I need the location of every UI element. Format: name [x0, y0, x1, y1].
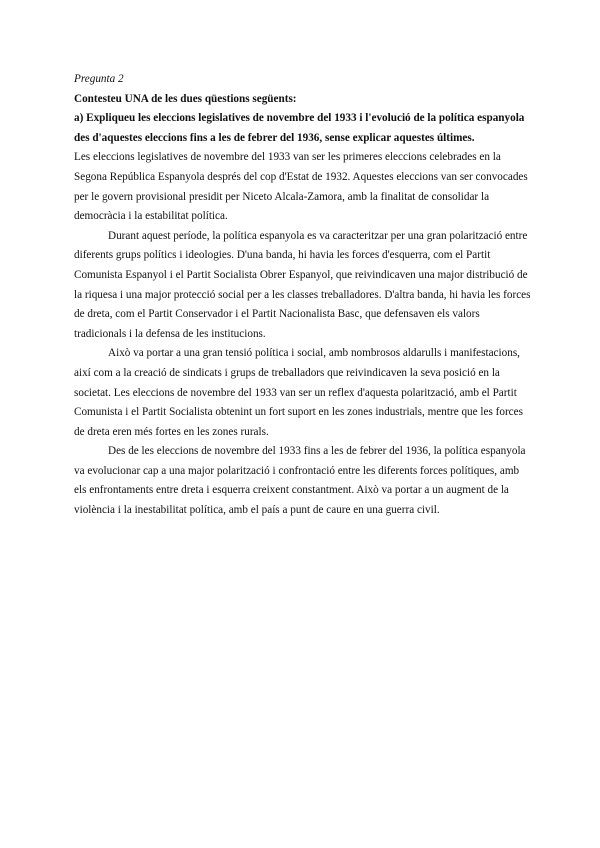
paragraph-line: els enfrontaments entre dreta i esquerra creixent constantment. Això va portar a un augment de la	[74, 484, 509, 497]
paragraph-line: Això va portar a una gran tensió política i social, amb nombrosos aldarulls i manifestacions,	[108, 347, 520, 360]
paragraph-line: tradicionals i la defensa de les institucions.	[74, 327, 266, 340]
paragraph-line: per le govern provisional presidit per Niceto Alcala-Zamora, amb la finalitat de consolidar la	[74, 190, 490, 203]
statement-line: des d'aquestes eleccions fins a les de febrer del 1936, sense explicar aquestes últimes.	[74, 131, 475, 144]
paragraph-line: la riquesa i una major protecció social per a les classes treballadores. D'altra banda, hi havia les forces	[74, 288, 531, 301]
statement-line: a) Expliqueu les eleccions legislatives de novembre del 1933 i l'evolució de la política espanyola	[74, 112, 525, 125]
paragraph-line: va evolucionar cap a una major polarització i confrontació entre les diferents forces polítiques, amb	[74, 464, 520, 477]
paragraph-line: Segona República Espanyola després del cop d'Estat de 1932. Aquestes eleccions van ser convocades	[74, 170, 528, 183]
paragraph-line: diferents grups polítics i ideologies. D'una banda, hi havia les forces d'esquerra, com el Partit	[74, 249, 491, 262]
paragraph-line: violència i la inestabilitat política, amb el país a punt de caure en una guerra civil.	[74, 504, 440, 517]
paragraph-line: de dreta eren més fortes en les zones rurals.	[74, 425, 269, 438]
question-statement	[74, 109, 525, 148]
paragraph-line: Comunista i el Partit Socialista obtenint un fort suport en les zones industrials, mentre que les forces	[74, 406, 523, 419]
paragraph-line: Comunista Espanyol i el Partit Socialista Obrer Espanyol, que reivindicaven una major distribució de	[74, 268, 528, 281]
paragraph-line: democràcia i la estabilitat política.	[74, 210, 228, 223]
instruction: Contesteu UNA de les dues qüestions següents:	[74, 92, 297, 105]
paragraph-1	[74, 148, 528, 226]
paragraph-line: de dreta, com el Partit Conservador i el Partit Nacionalista Basc, que defensaven els valors	[74, 308, 480, 321]
paragraph-2	[74, 227, 531, 345]
document-page	[74, 70, 531, 521]
paragraph-3	[74, 344, 522, 442]
question-number: Pregunta 2	[74, 73, 124, 85]
paragraph-line: societat. Les eleccions de novembre del 1933 van ser un reflex d'aquesta polarització, amb el Partit	[74, 386, 517, 399]
paragraph-line: així com a la creació de sindicats i grups de treballadors que reivindicaven la seva posició en la	[74, 366, 500, 379]
paragraph-4	[74, 442, 526, 520]
paragraph-line: Durant aquest període, la política espanyola es va caracteritzar per una gran polarització entre	[108, 229, 528, 242]
paragraph-line: Les eleccions legislatives de novembre del 1933 van ser les primeres eleccions celebrades en la	[74, 151, 501, 164]
paragraph-line: Des de les eleccions de novembre del 1933 fins a les de febrer del 1936, la política espanyola	[108, 445, 526, 458]
